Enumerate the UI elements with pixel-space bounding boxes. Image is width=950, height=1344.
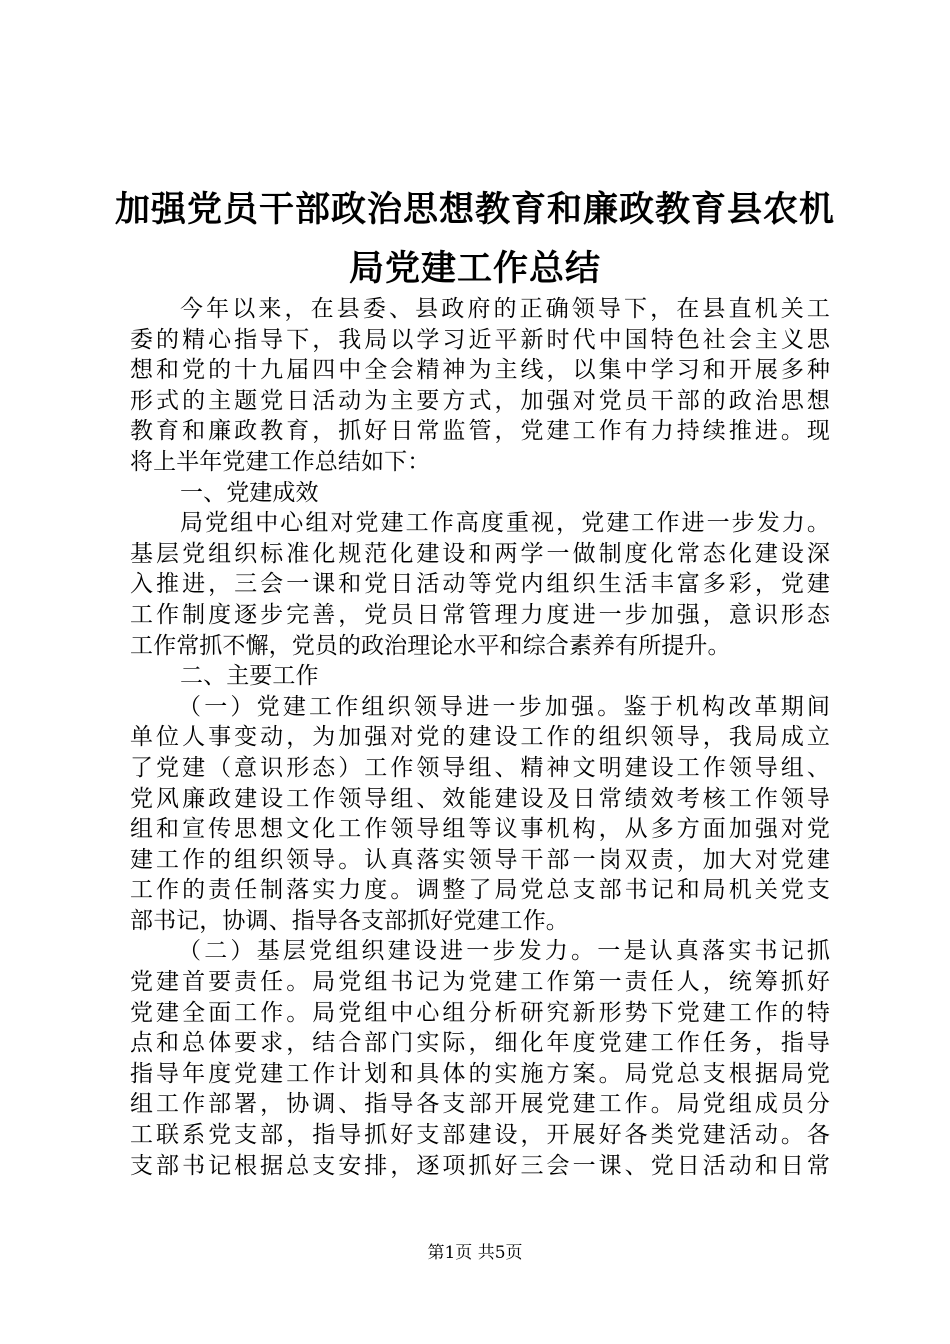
body-text-line: 指导年度党建工作计划和具体的实施方案。局党总支根据局党 <box>130 1060 830 1087</box>
body-text-line: 党风廉政建设工作领导组、效能建设及日常绩效考核工作领导 <box>130 785 830 812</box>
body-text-line: 建工作的组织领导。认真落实领导干部一岗双责，加大对党建 <box>130 846 830 873</box>
body-text-line: 工作的责任制落实力度。调整了局党总支部书记和局机关党支 <box>130 877 830 904</box>
body-text-line: 将上半年党建工作总结如下： <box>130 448 431 475</box>
body-text-line: 教育和廉政教育，抓好日常监管，党建工作有力持续推进。现 <box>130 418 830 445</box>
body-text-line: 党建全面工作。局党组中心组分析研究新形势下党建工作的特 <box>130 999 830 1026</box>
body-text-line: 点和总体要求，结合部门实际，细化年度党建工作任务，指导 <box>130 1030 830 1057</box>
body-text-line: 单位人事变动，为加强对党的建设工作的组织领导，我局成立 <box>130 724 830 751</box>
body-text-line: 工作制度逐步完善，党员日常管理力度进一步加强，意识形态 <box>130 601 830 628</box>
body-text-line: 今年以来，在县委、县政府的正确领导下，在县直机关工 <box>180 296 830 322</box>
body-text-line: 入推进，三会一课和党日活动等党内组织生活丰富多彩，党建 <box>130 571 830 598</box>
body-text-line: 党建首要责任。局党组书记为党建工作第一责任人，统筹抓好 <box>130 969 830 996</box>
body-text-line: 支部书记根据总支安排，逐项抓好三会一课、党日活动和日常 <box>130 1152 830 1179</box>
page-footer: 第1页 共5页 <box>427 1243 523 1263</box>
body-text-line: 组和宣传思想文化工作领导组等议事机构，从多方面加强对党 <box>130 816 830 843</box>
body-text-line: 工作常抓不懈，党员的政治理论水平和综合素养有所提升。 <box>130 632 731 659</box>
body-text-line: 一、党建成效 <box>180 479 319 506</box>
document-body <box>130 294 830 1181</box>
body-text-line: 二、主要工作 <box>180 663 319 690</box>
body-text-line: 组工作部署，协调、指导各支部开展党建工作。局党组成员分 <box>130 1091 830 1118</box>
body-text-line: 基层党组织标准化规范化建设和两学一做制度化常态化建设深 <box>130 540 830 567</box>
body-text-line: （一）党建工作组织领导进一步加强。鉴于机构改革期间 <box>178 693 830 720</box>
document-title-line-1: 加强党员干部政治思想教育和廉政教育县农机 <box>114 190 835 230</box>
body-text-line: 委的精心指导下，我局以学习近平新时代中国特色社会主义思 <box>130 326 830 353</box>
body-text-line: （二）基层党组织建设进一步发力。一是认真落实书记抓 <box>178 938 830 965</box>
body-text-line: 部书记，协调、指导各支部抓好党建工作。 <box>130 907 569 934</box>
body-text-line: 想和党的十九届四中全会精神为主线，以集中学习和开展多种 <box>130 357 830 384</box>
document-title-line-2: 局党建工作总结 <box>348 249 601 289</box>
body-text-line: 工联系党支部，指导抓好支部建设，开展好各类党建活动。各 <box>130 1122 830 1149</box>
body-text-line: 局党组中心组对党建工作高度重视，党建工作进一步发力。 <box>180 510 830 537</box>
body-text-line: 了党建（意识形态）工作领导组、精神文明建设工作领导组、 <box>130 754 830 781</box>
body-text-line: 形式的主题党日活动为主要方式，加强对党员干部的政治思想 <box>130 387 830 414</box>
